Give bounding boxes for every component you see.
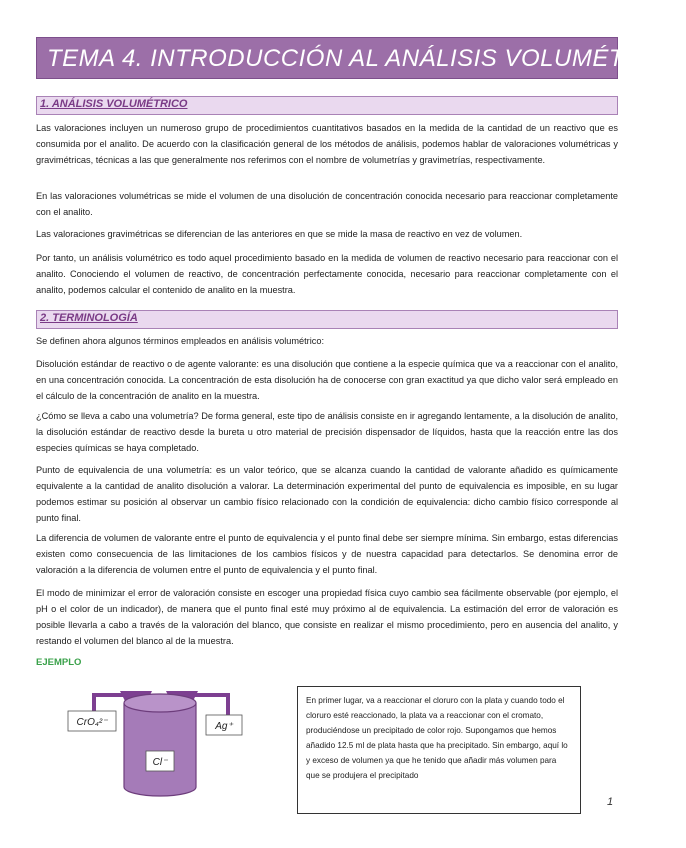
silver-label: Ag⁺: [215, 721, 233, 732]
paragraph: Se definen ahora algunos términos empleados en análisis volumétrico:: [36, 336, 325, 346]
chloride-label: Cl⁻: [152, 757, 168, 768]
paragraph: La diferencia de volumen de valorante entre el punto de equivalencia y el punto final debe ser siempre mínima. Sin embargo, estas diferencias existen como consecuencia de las limitaciones de los cambios físicos y de nuestra capacidad para detectarlos. Se denomina error de valoración a la diferencia de volumen entre el punto de equivalencia y el punto final.: [36, 533, 618, 575]
paragraph: Las valoraciones incluyen un numeroso grupo de procedimientos cuantitativos basados en la medida de la cantidad de un reactivo que es consumida por el analito. De acuerdo con la clasificación general de los métodos de análisis, podemos hablar de valoraciones volumétricas y gravimétricas, técnicas a las que generalmente nos referimos con el nombre de volumetrías y gravimetrías, respectivamente.: [36, 123, 618, 165]
beaker-body: [124, 703, 196, 796]
paragraph: En las valoraciones volumétricas se mide el volumen de una disolución de concentración conocida necesario para reaccionar completamente con el analito.: [36, 191, 618, 217]
section-heading-analisis: [36, 96, 618, 115]
example-note-text: En primer lugar, va a reaccionar el cloruro con la plata y cuando todo el cloruro esté reaccionado, la plata va a reaccionar con el cromato, produciéndose un precipitado de color rojo. Supongamos que hemos añadido 12.5 ml de plata hasta que ha precipitado. Sin embargo, aquí lo y exceso de volumen ya que he tenido que añadir más volumen para que se produjera el precipitado: [306, 696, 568, 780]
paragraph: Disolución estándar de reactivo o de agente valorante: es una disolución que contiene a la especie química que va a reaccionar con el analito, en una concentración conocida. La concentración de esta disolución ha de conocerse con gran exactitud ya que dicho valor será empleado en el cálculo de la concentración de analito en la muestra.: [36, 359, 618, 401]
paragraph: Las valoraciones gravimétricas se diferencian de las anteriores en que se mide la masa de reactivo en vez de volumen.: [36, 229, 523, 239]
paragraph: El modo de minimizar el error de valoración consiste en escoger una propiedad física cuyo cambio sea fácilmente observable (por ejemplo, el pH o el color de un indicador), de manera que el punto final esté muy próximo al de equivalencia. La estimación del error de valoración es posible llevarla a cabo a través de la valoración del blanco, que consiste en realizar el mismo procedimiento, pero en ausencia del analito, y restando el volumen del blanco al de la muestra.: [36, 588, 618, 646]
page-number: 1: [607, 796, 614, 808]
document-title: TEMA 4. INTRODUCCIÓN AL ANÁLISIS VOLUMÉTRICO: [36, 37, 618, 79]
titration-diagram: [60, 683, 260, 803]
paragraph: ¿Cómo se lleva a cabo una volumetría? De forma general, este tipo de análisis consiste en ir agregando lentamente, a la disolución de analito, la disolución estándar de reactivo desde la bureta u otro material de precisión dispensador de líquidos, hasta que la reacción entre las dos especies químicas se haya completado.: [36, 411, 618, 453]
section-heading-text: 1. ANÁLISIS VOLUMÉTRICO: [40, 98, 188, 110]
paragraph: Punto de equivalencia de una volumetría: es un valor teórico, que se alcanza cuando la cantidad de valorante añadido es químicamente equivalente a la cantidad de analito disolución a valorar. La determinación experimental del punto de equivalencia es imposible, en su lugar podemos estimar su posición al observar un cambio físico relacionado con la condición de equivalencia: dicho cambio físico corresponde al punto final.: [36, 465, 618, 523]
chromate-label: CrO₄²⁻: [76, 717, 108, 728]
example-label: EJEMPLO: [36, 657, 82, 668]
beaker-top: [124, 694, 196, 712]
section-heading-text: 2. TERMINOLOGÍA: [40, 312, 138, 324]
section-heading-terminologia: [36, 310, 618, 329]
paragraph: Por tanto, un análisis volumétrico es todo aquel procedimiento basado en la medida de volumen de reactivo necesario para reaccionar con el analito. Conociendo el volumen de reactivo, de concentración perfectamente conocida, necesario para reaccionar completamente con el analito, podemos calcular el contenido de analito en la muestra.: [36, 253, 618, 295]
example-note-box: [297, 686, 581, 814]
